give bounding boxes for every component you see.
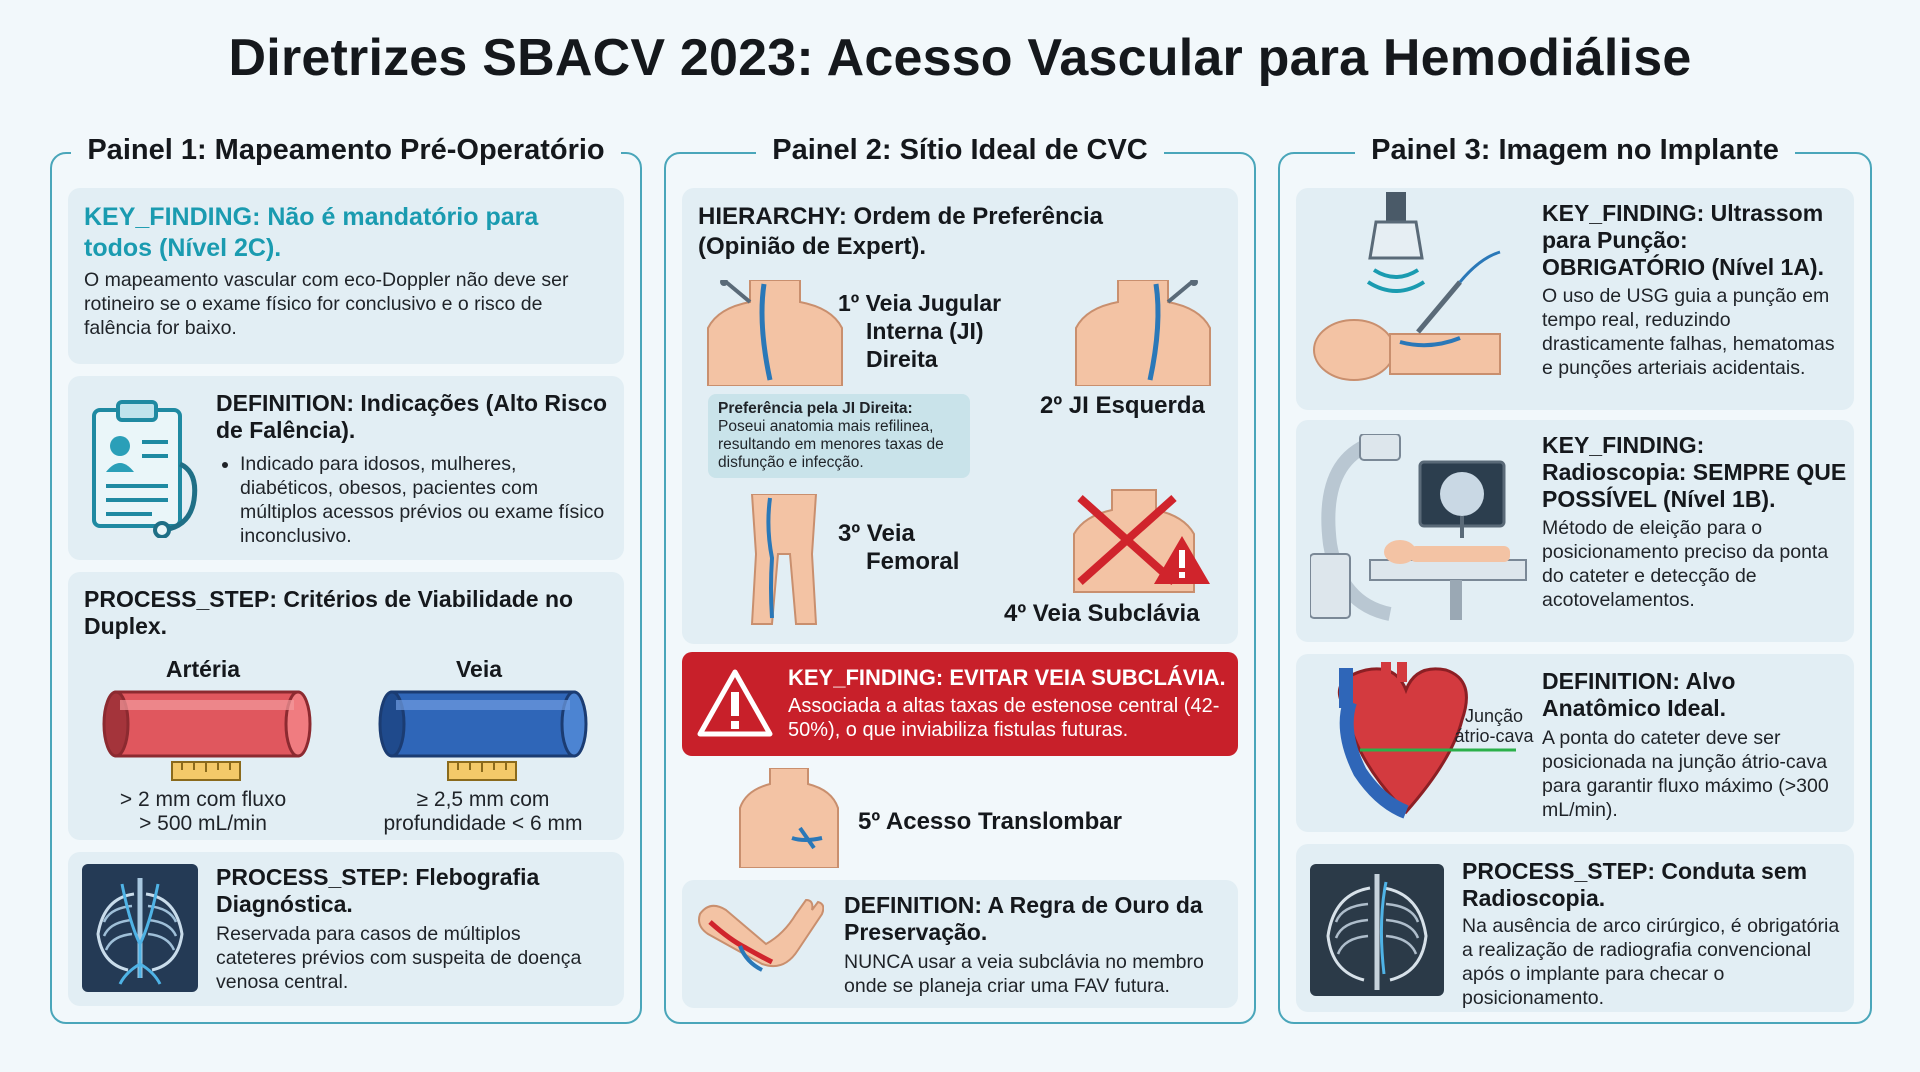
left-jugular-torso-icon [1074, 280, 1212, 386]
panel-imaging [1278, 134, 1872, 1024]
anatomic-target-card [1296, 654, 1854, 832]
right-jugular-tooltip [708, 394, 970, 478]
site-1-line-3: Direita [866, 346, 938, 372]
site-5-label: 5º Acesso Translombar [858, 808, 1122, 835]
phlebography-text: Reservada para casos de múltiplos cateteres prévios com suspeita de doença venosa central. [216, 923, 582, 993]
golden-rule-text: NUNCA usar a veia subclávia no membro onde se planeja criar uma FAV futura. [844, 951, 1204, 997]
ultrasound-puncture-icon [1310, 192, 1510, 392]
clipboard-stethoscope-icon [88, 398, 206, 538]
hierarchy-heading: HIERARCHY: Ordem de Preferência (Opinião de Expert). [698, 203, 1103, 260]
warning-heading: KEY_FINDING: EVITAR VEIA SUBCLÁVIA. [788, 665, 1226, 690]
site-2-label: 2º JI Esquerda [1040, 392, 1205, 419]
criteria-card [68, 572, 624, 840]
ultrasound-heading: KEY_FINDING: Ultrassom para Punção: OBRIGATÓRIO (Nível 1A). [1542, 200, 1824, 280]
site-3-line-2: Femoral [866, 548, 960, 575]
vein-criterion-1: ≥ 2,5 mm com [416, 788, 550, 811]
indications-bullet: • Indicado para idosos, mulheres, diabéticos, obesos, pacientes com múltiplos acessos prévios ou exame físico inconclusivo. [240, 452, 610, 548]
key-finding-card [68, 188, 624, 364]
target-heading: DEFINITION: Alvo Anatômico Ideal. [1542, 668, 1736, 721]
key-finding-heading: KEY_FINDING: Não é mandatório para todos (Nível 2C). [84, 203, 539, 262]
right-jugular-torso-icon [706, 280, 844, 386]
artery-label: Artéria [165, 656, 241, 682]
indications-list [218, 452, 610, 548]
site-1-line-1: 1º Veia Jugular [838, 290, 1002, 316]
hierarchy-card [682, 188, 1238, 644]
ultrasound-card [1296, 188, 1854, 410]
vein-criterion-2: profundidade < 6 mm [383, 812, 583, 835]
phlebography-card [68, 852, 624, 1006]
subclavian-avoid-icon [1062, 488, 1212, 596]
warning-text: Associada a altas taxas de estenose central (42-50%), o que inviabiliza fistulas futuras. [788, 695, 1220, 741]
tooltip-title: Preferência pela JI Direita: [718, 400, 913, 417]
panel-cvc-site [664, 134, 1256, 1024]
panel-2-title: Painel 2: Sítio Ideal de CVC [756, 134, 1164, 166]
panel-preoperative-mapping [50, 134, 642, 1024]
definition-card [68, 376, 624, 560]
vein-vessel-icon [378, 686, 588, 782]
definition-heading: DEFINITION: Indicações (Alto Risco de Falência). [216, 390, 608, 443]
fluoroscopy-text: Método de eleição para o posicionamento preciso da ponta do cateter e detecção de acotovelamentos. [1542, 517, 1829, 611]
fluoroscopy-heading: KEY_FINDING: Radioscopia: SEMPRE QUE POSSÍVEL (Nível 1B). [1542, 432, 1847, 512]
golden-rule-heading: DEFINITION: A Regra de Ouro da Preservação. [844, 892, 1203, 945]
target-text: A ponta do cateter deve ser posicionada na junção átrio-cava para garantir fluxo máximo (>300 mL/min). [1542, 727, 1829, 821]
criteria-heading: PROCESS_STEP: Critérios de Viabilidade no Duplex. [84, 586, 574, 639]
page-title: Diretrizes SBACV 2023: Acesso Vascular para Hemodiálise [228, 29, 1692, 87]
key-finding-text: O mapeamento vascular com eco-Doppler não deve ser rotineiro se o exame físico for conclusivo e o risco de falência for baixo. [84, 269, 569, 339]
atrio-caval-junction-label: Junção átrio-cava [1454, 706, 1534, 746]
chest-xray-icon [82, 864, 198, 992]
site-1-line-2: Interna (JI) [866, 318, 984, 344]
panel-1-title: Painel 1: Mapeamento Pré-Operatório [71, 134, 620, 166]
no-fluoroscopy-text: Na ausência de arco cirúrgico, é obrigatória a realização de radiografia convencional após o implante para checar o posicionamento. [1462, 915, 1840, 1009]
site-4-label: 4º Veia Subclávia [1004, 600, 1200, 627]
panel-3-title: Painel 3: Imagem no Implante [1355, 134, 1795, 166]
tooltip-text: Poseui anatomia mais refilinea, resultando em menores taxas de disfunção e infecção. [718, 418, 944, 471]
chest-radiograph-icon [1310, 864, 1444, 996]
ultrasound-text: O uso de USG guia a punção em tempo real, reduzindo drasticamente falhas, hematomas e punções arteriais acidentais. [1542, 285, 1835, 379]
fluoroscopy-card [1296, 420, 1854, 642]
arm-fistula-icon [696, 894, 824, 994]
c-arm-fluoroscopy-icon [1310, 434, 1530, 630]
no-fluoroscopy-heading: PROCESS_STEP: Conduta sem Radioscopia. [1462, 858, 1808, 911]
artery-criterion-1: > 2 mm com fluxo [119, 788, 287, 811]
no-fluoroscopy-card [1296, 844, 1854, 1012]
phlebography-heading: PROCESS_STEP: Flebografia Diagnóstica. [216, 864, 540, 917]
artery-vessel-icon [102, 686, 312, 782]
golden-rule-card [682, 880, 1238, 1008]
femoral-legs-icon [744, 494, 824, 634]
site-3-line-1: 3º Veia [838, 520, 915, 547]
subclavian-warning [682, 652, 1238, 756]
vein-label: Veia [455, 656, 503, 682]
translumbar-back-icon [736, 768, 842, 868]
artery-criterion-2: > 500 mL/min [139, 812, 267, 835]
warning-icon [696, 668, 774, 738]
